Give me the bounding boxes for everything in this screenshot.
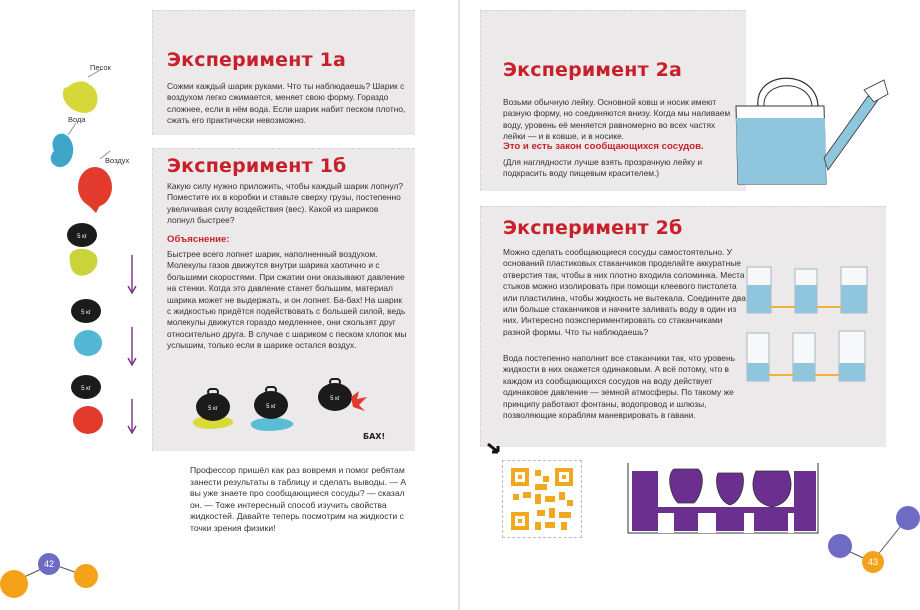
weight-on-air-balloon	[71, 375, 103, 434]
weight-on-sand-balloon	[67, 223, 97, 276]
experiment-2a-card	[480, 10, 746, 191]
experiment-1b-card	[152, 148, 415, 451]
weights-on-balloons-illustration	[58, 215, 148, 445]
left-page-decoration	[0, 540, 110, 610]
page-spine	[458, 0, 460, 610]
experiment-2a-note: (Для наглядности лучше взять прозрачную лейку и подкрасить воду пищевым красителем.)	[503, 157, 703, 179]
right-page-number: 43	[862, 551, 884, 573]
weight-label: 5 кг	[77, 234, 87, 240]
weight-pressing-water	[251, 387, 294, 431]
communicating-vessels-illustration	[622, 455, 832, 541]
experiment-2b-title: Эксперимент 2б	[503, 217, 683, 239]
story-text: Профессор пришёл как раз вовремя и помог ребятам занести результаты в таблицу и сделать выводы. — А вы уже знаете про сообщающиеся сосуды? — сказал он. — Тоже интересный способ изучить свойства жидкостей. Давайте теперь посмотрим на жидкости с точки зрения физики!	[190, 465, 407, 533]
experiment-2a-text: Возьми обычную лейку. Основной ковш и носик имеют разную форму, но соединяются внизу. Когда мы наливаем воду, уровень её меняется равномерно во всех частях лейки — и в ковше, и в носике.	[503, 97, 731, 142]
weight-pressing-sand	[193, 389, 233, 429]
experiment-2a-highlight: Это и есть закон сообщающихся сосудов.	[503, 141, 704, 152]
explanation-subtitle: Объяснение:	[167, 234, 230, 245]
water-balloon	[51, 134, 73, 168]
label-water: Вода	[68, 115, 86, 124]
weight-label: 5 кг	[208, 406, 218, 412]
label-sand: Песок	[90, 63, 111, 72]
left-page-number: 42	[38, 553, 60, 575]
weights-row-illustration	[187, 371, 397, 447]
qr-arrow-icon	[486, 442, 508, 460]
weight-label: 5 кг	[266, 404, 276, 410]
weight-on-water-balloon	[71, 299, 102, 356]
weight-label: 5 кг	[330, 396, 340, 402]
experiment-2b-card	[480, 206, 886, 447]
sand-balloon	[63, 81, 98, 113]
experiment-2b-text1: Можно сделать сообщающиеся сосуды самостоятельно. У оснований пластиковых стаканчиков проделайте аккуратные отверстия так, чтобы в них плотно входила соломинка. Места стыков можно изолировать при помощи клеевого пистолета или пластилина, чтобы жидкость не вытекала. Соедините два или больше стаканчиков и начните заливать воду в один из них. Интересно поэкспериментировать со стаканчиками разной формы. Что ты наблюдаешь?	[503, 247, 746, 337]
weight-label: 5 кг	[81, 310, 91, 316]
weight-label: 5 кг	[81, 386, 91, 392]
right-page-decoration	[810, 500, 920, 590]
experiment-1a-card	[152, 10, 415, 135]
down-arrows	[128, 255, 136, 433]
experiment-1b-title: Эксперимент 1б	[167, 155, 347, 177]
watering-can-illustration	[728, 62, 896, 192]
air-balloon	[78, 167, 112, 207]
experiment-1a-text: Сожми каждый шарик руками. Что ты наблюдаешь? Шарик с воздухом легко сжимается, меняет свою форму. Гораздо сложнее, если в нём вода. Если шарик набит песком плотно, сжать его практически невозможно.	[167, 81, 406, 126]
experiment-1a-title: Эксперимент 1а	[167, 49, 347, 71]
cups-illustration	[743, 263, 883, 387]
qr-code-pattern	[509, 466, 575, 532]
label-air: Воздух	[105, 156, 130, 165]
weight-popping-air	[318, 379, 385, 441]
experiment-2b-text2: Вода постепенно наполнит все стаканчики так, что уровень жидкости в них окажется одинаковым. А всё потому, что в каждом из сообщающихся сосудов на воду действует одинаковое давление — земной атмосферы. По такому же принципу работают фонтаны, водопровод и шлюзы, позволяющие кораблям маневрировать в гавани.	[503, 353, 735, 421]
bang-text: БАХ!	[363, 432, 386, 441]
experiment-1b-text: Какую силу нужно приложить, чтобы каждый шарик лопнул? Поместите их в коробки и ставьте сверху грузы, постепенно увеличивая силу воздействия (вес). Какой из шариков лопнул быстрее?	[167, 181, 404, 226]
balloons-illustration	[40, 55, 135, 215]
experiment-2a-title: Эксперимент 2а	[503, 59, 683, 81]
explanation-text: Быстрее всего лопнет шарик, наполненный воздухом. Молекулы газов движутся внутри шарика хаотично и с большими скоростями. При сжатии они оказывают давление на стенки. Когда это давление станет большим, материал шарика может не выдержать, и он лопнет. Ба-бах! На шарик с жидкостью придётся подействовать с большей силой, ведь молекулы движутся гораздо медленнее, они скользят друг относительно друга. В случае с шариком с песком хлопок мы услышим, только если в шарике остался воздух.	[167, 249, 407, 351]
qr-code[interactable]	[502, 460, 582, 538]
